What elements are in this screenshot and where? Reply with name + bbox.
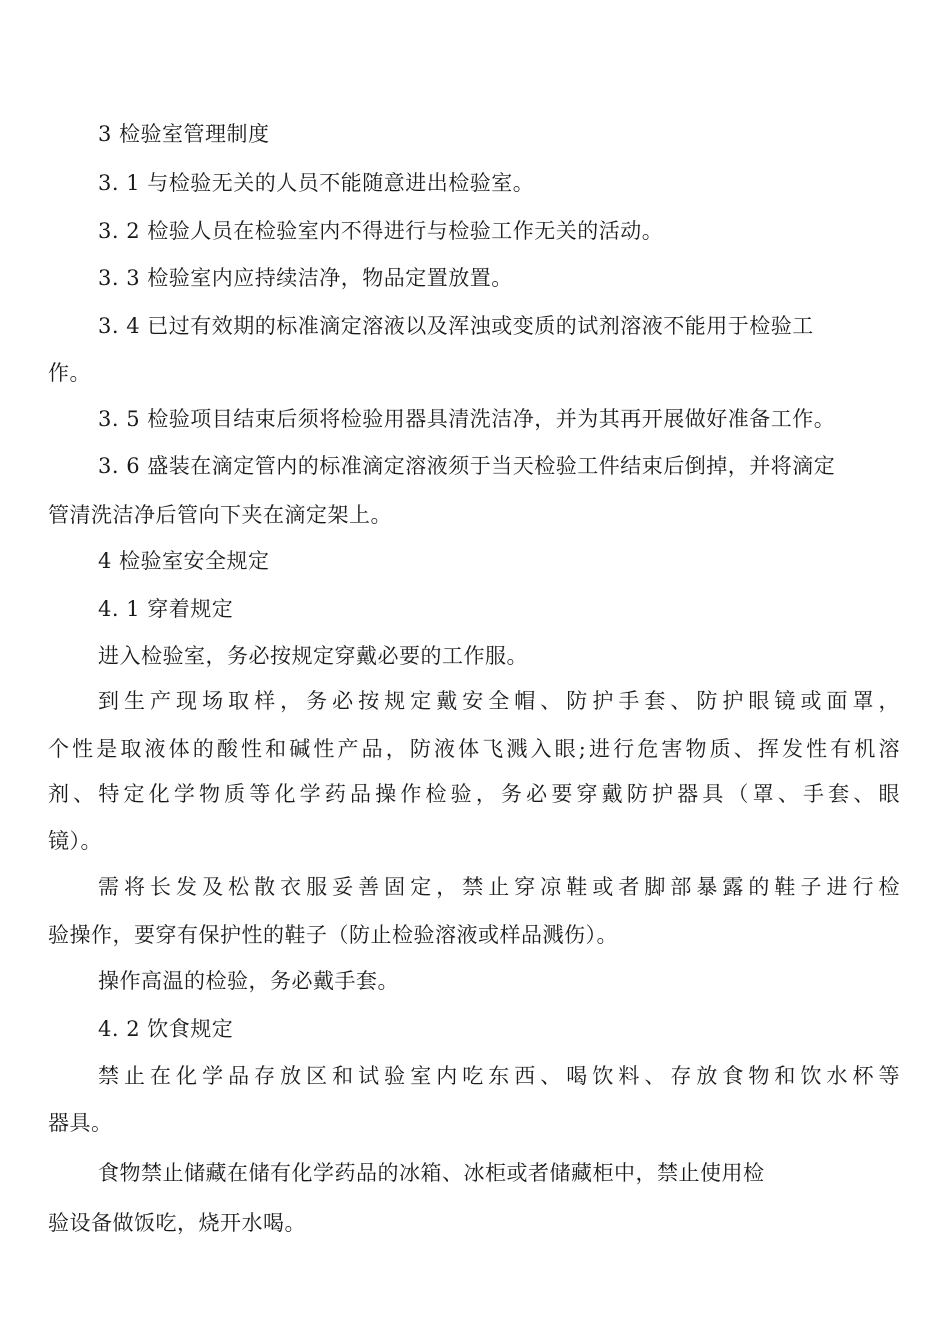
paragraph-4-1-a: 进入检验室，务必按规定穿戴必要的工作服。 bbox=[98, 644, 528, 668]
paragraph-4-1-b-line2: 个性是取液体的酸性和碱性产品，防液体飞溅入眼;进行危害物质、挥发性有机溶 bbox=[48, 737, 900, 761]
paragraph-4-1-d: 操作高温的检验，务必戴手套。 bbox=[98, 969, 399, 993]
paragraph-3-4-line1: 3. 4 已过有效期的标准滴定溶液以及浑浊或变质的试剂溶液不能用于检验工 bbox=[98, 314, 814, 338]
heading-4-1: 4. 1 穿着规定 bbox=[98, 597, 234, 621]
paragraph-4-1-c-line1: 需将长发及松散衣服妥善固定，禁止穿凉鞋或者脚部暴露的鞋子进行检 bbox=[98, 875, 900, 899]
paragraph-3-2: 3. 2 检验人员在检验室内不得进行与检验工作无关的活动。 bbox=[98, 219, 664, 243]
paragraph-3-1: 3. 1 与检验无关的人员不能随意进出检验室。 bbox=[98, 171, 535, 195]
paragraph-4-1-b-line4: 镜）。 bbox=[48, 829, 102, 853]
heading-4-2: 4. 2 饮食规定 bbox=[98, 1017, 234, 1041]
paragraph-4-2-a-line1: 禁止在化学品存放区和试验室内吃东西、喝饮料、存放食物和饮水杯等 bbox=[98, 1064, 900, 1088]
paragraph-4-2-a-line2: 器具。 bbox=[48, 1111, 113, 1135]
paragraph-4-2-b-line2: 验设备做饭吃，烧开水喝。 bbox=[48, 1211, 306, 1235]
heading-section-4: 4 检验室安全规定 bbox=[98, 549, 270, 573]
heading-section-3: 3 检验室管理制度 bbox=[98, 122, 270, 146]
paragraph-3-4-line2: 作。 bbox=[48, 361, 91, 385]
paragraph-4-2-b-line1: 食物禁止储藏在储有化学药品的冰箱、冰柜或者储藏柜中，禁止使用检 bbox=[98, 1161, 765, 1185]
paragraph-3-3: 3. 3 检验室内应持续洁净，物品定置放置。 bbox=[98, 266, 513, 290]
paragraph-4-1-b-line1: 到生产现场取样，务必按规定戴安全帽、防护手套、防护眼镜或面罩， bbox=[98, 689, 900, 713]
paragraph-4-1-b-line3: 剂、特定化学物质等化学药品操作检验，务必要穿戴防护器具（罩、手套、眼 bbox=[48, 782, 900, 806]
paragraph-3-6-line2: 管清洗洁净后管向下夹在滴定架上。 bbox=[48, 503, 392, 527]
paragraph-3-5: 3. 5 检验项目结束后须将检验用器具清洗洁净，并为其再开展做好准备工作。 bbox=[98, 407, 836, 431]
paragraph-3-6-line1: 3. 6 盛装在滴定管内的标准滴定溶液须于当天检验工件结束后倒掉，并将滴定 bbox=[98, 454, 836, 478]
paragraph-4-1-c-line2: 验操作，要穿有保护性的鞋子（防止检验溶液或样品溅伤）。 bbox=[48, 923, 618, 947]
